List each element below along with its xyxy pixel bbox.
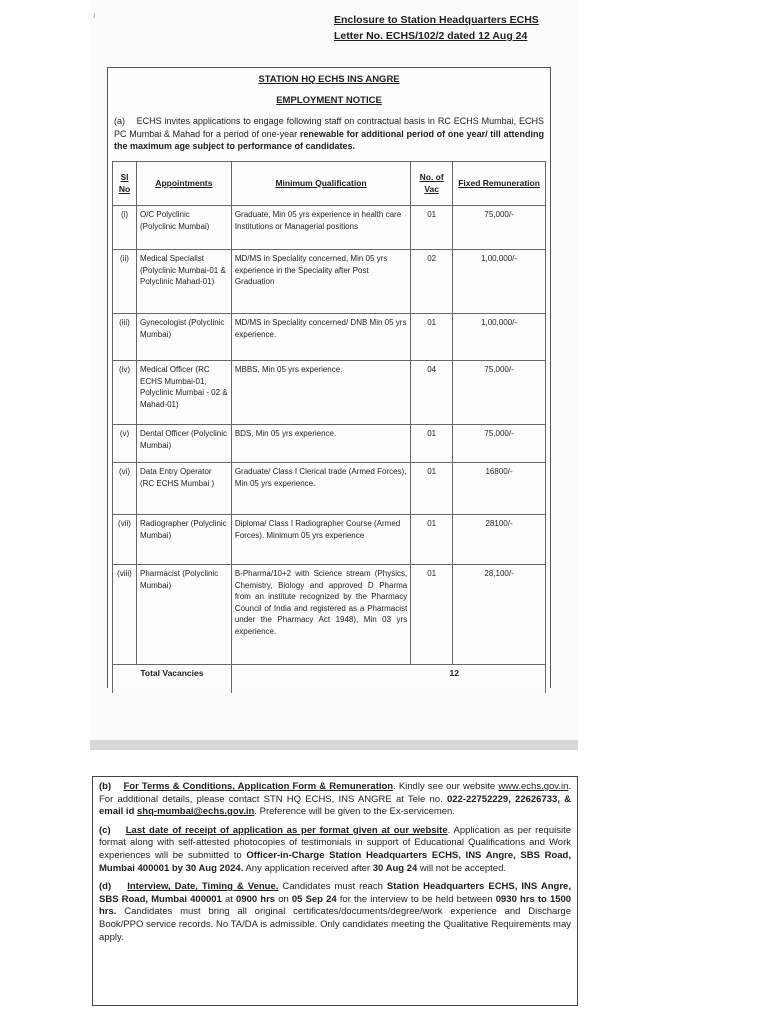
row-vac: 01 xyxy=(411,314,453,361)
section-c xyxy=(99,825,571,875)
row-qualification: Graduate, Min 05 yrs experience in health care Institutions or Managerial positions xyxy=(231,206,410,250)
row-sl: (iv) xyxy=(113,361,137,425)
row-vac: 04 xyxy=(411,361,453,425)
section-b-text-2: . For additional details, please contact STN HQ ECHS, INS ANGRE at Tele no. xyxy=(99,781,572,805)
section-d-label: (d) xyxy=(99,881,112,893)
row-appointment: O/C Polyclinic (Polyclinic Mumbai) xyxy=(136,206,231,250)
row-vac: 02 xyxy=(411,250,453,314)
notice-frame xyxy=(107,67,551,688)
section-b-text-3: . Preference will be given to the Ex-servicemen. xyxy=(254,806,455,818)
header-remuneration: Fixed Remuneration xyxy=(453,162,546,206)
interview-date: 05 Sep 24 xyxy=(291,893,337,905)
section-b xyxy=(99,781,571,819)
header-sl: Sl No xyxy=(113,162,137,206)
phone-numbers: 022-22752229, 22626733, & email id xyxy=(99,793,572,818)
section-c-text-2: Any application received after xyxy=(245,862,371,874)
enclosure-line-1: Enclosure to Station Headquarters ECHS xyxy=(334,14,539,26)
section-c-heading: Last date of receipt of application as per format given at our website xyxy=(125,824,448,836)
row-qualification: BDS, Min 05 yrs experience. xyxy=(231,425,410,463)
row-vac: 01 xyxy=(411,425,453,463)
row-qualification: MD/MS in Speciality concerned, Min 05 yrs experience in the Speciality after Post Graduation xyxy=(231,250,410,314)
row-sl: (i) xyxy=(113,206,137,250)
submission-address: Officer-in-Charge Station Headquarters ECHS, INS Angre, SBS Road, Mumbai 400001 by 30 Aug 2024. xyxy=(99,849,572,874)
org-title: STATION HQ ECHS INS ANGRE xyxy=(258,74,400,85)
row-appointment: Medical Officer (RC ECHS Mumbai-01, Polyclinic Mumbai - 02 & Mahad-01) xyxy=(136,361,231,425)
section-d-text-1: Candidates must reach xyxy=(282,881,383,893)
row-appointment: Dental Officer (Polyclinic Mumbai) xyxy=(136,425,231,463)
row-vac: 01 xyxy=(411,206,453,250)
table-row xyxy=(113,250,546,314)
total-row xyxy=(113,665,546,693)
enclosure-line-2: Letter No. ECHS/102/2 dated 12 Aug 24 xyxy=(334,30,528,42)
email-link[interactable]: shq-mumbai@echs.gov.in xyxy=(137,806,255,818)
table-header-row xyxy=(113,162,546,206)
row-remuneration: 75,000/- xyxy=(453,206,546,250)
interview-hours: 0930 hrs to 1500 hrs. xyxy=(99,893,572,918)
table-row xyxy=(113,425,546,463)
row-sl: (ii) xyxy=(113,250,137,314)
section-b-label: (b) xyxy=(99,781,112,792)
section-c-label: (c) xyxy=(99,824,111,836)
section-b-heading: For Terms & Conditions, Application Form & Remuneration xyxy=(123,781,394,792)
header-vac: No. of Vac xyxy=(411,162,453,206)
terms-box xyxy=(92,776,578,1006)
page-divider xyxy=(90,740,578,750)
row-remuneration: 28100/- xyxy=(453,515,546,565)
scan-mark: ı xyxy=(93,10,96,20)
section-d-text-2: at xyxy=(224,893,233,905)
total-value: 12 xyxy=(231,665,545,693)
row-vac: 01 xyxy=(411,565,453,665)
row-remuneration: 16800/- xyxy=(453,463,546,515)
table-row xyxy=(113,361,546,425)
row-remuneration: 75,000/- xyxy=(453,425,546,463)
row-sl: (iii) xyxy=(113,314,137,361)
row-sl: (vii) xyxy=(113,515,137,565)
row-qualification: Graduate/ Class I Clerical trade (Armed Forces), Min 05 yrs experience. xyxy=(231,463,410,515)
section-d-text-4: for the interview to be held between xyxy=(339,893,493,905)
row-qualification: Diploma/ Class I Radiographer Course (Armed Forces). Minimum 05 yrs experience xyxy=(231,515,410,565)
section-d xyxy=(99,881,571,944)
row-qualification: MBBS, Min 05 yrs experience. xyxy=(231,361,410,425)
interview-venue: Station Headquarters ECHS, INS Angre, SBS Road, Mumbai 400001 xyxy=(99,881,571,905)
section-c-text-1: . Application as per requisite format along with self-attested photocopies of testimonials in support of Educational Qualifications and Work experiences will be submitted to xyxy=(99,824,571,861)
row-vac: 01 xyxy=(411,515,453,565)
row-sl: (viii) xyxy=(113,565,137,665)
section-b-text-1: . Kindly see our website xyxy=(393,781,496,792)
website-link[interactable]: www.echs.gov.in xyxy=(498,781,569,792)
section-c-text-3: will not be accepted. xyxy=(419,862,506,874)
row-qualification: B-Pharma/10+2 with Science stream (Physics, Chemistry, Biology and approved D Pharma from an institute recognized by the Pharmacy Council of India and registered as a Pharmacist under the Pharmacy Act 1948), Min 03 yrs experience. xyxy=(231,565,410,665)
table-row xyxy=(113,314,546,361)
intro-bold-text: renewable for additional period of one year/ till attending the maximum age subject to performance of candidates. xyxy=(114,128,544,151)
row-remuneration: 75,000/- xyxy=(453,361,546,425)
header-qualification: Minimum Qualification xyxy=(231,162,410,206)
table-row xyxy=(113,565,546,665)
reporting-time: 0900 hrs xyxy=(236,893,276,905)
row-appointment: Data Entry Operator (RC ECHS Mumbai ) xyxy=(136,463,231,515)
table-row xyxy=(113,515,546,565)
deadline-date: 30 Aug 24 xyxy=(372,862,418,874)
row-appointment: Pharmacist (Polyclinic Mumbai) xyxy=(136,565,231,665)
vacancy-table xyxy=(112,161,546,693)
table-row xyxy=(113,206,546,250)
section-d-text-5: Candidates must bring all original certificates/documents/degree/work experience and Discharge Book/PPO service records. No TA/DA is admissible. Only candidates meeting the Qualitative Requirements may apply. xyxy=(99,906,572,943)
notice-title: EMPLOYMENT NOTICE xyxy=(276,95,382,106)
row-appointment: Radiographer (Polyclinic Mumbai) xyxy=(136,515,231,565)
row-remuneration: 28,100/- xyxy=(453,565,546,665)
total-label: Total Vacancies xyxy=(113,665,232,693)
row-remuneration: 1,00,000/- xyxy=(453,314,546,361)
intro-text: ECHS invites applications to engage following staff on contractual basis in RC ECHS Mumbai, ECHS PC Mumbai & Mahad for a period of one-year xyxy=(114,116,544,139)
row-qualification: MD/MS in Speciality concerned/ DNB Min 05 yrs experience. xyxy=(231,314,410,361)
intro-paragraph xyxy=(114,115,544,153)
table-row xyxy=(113,463,546,515)
row-vac: 01 xyxy=(411,463,453,515)
section-d-heading: Interview, Date, Timing & Venue. xyxy=(127,881,279,893)
intro-label: (a) xyxy=(114,116,125,126)
header-appointments: Appointments xyxy=(136,162,231,206)
row-sl: (vi) xyxy=(113,463,137,515)
row-appointment: Medical Specialist (Polyclinic Mumbai-01 & Polyclinic Mahad-01) xyxy=(136,250,231,314)
row-sl: (v) xyxy=(113,425,137,463)
section-d-text-3: on xyxy=(278,893,289,905)
row-appointment: Gynecologist (Polyclinic Mumbai) xyxy=(136,314,231,361)
row-remuneration: 1,00,000/- xyxy=(453,250,546,314)
